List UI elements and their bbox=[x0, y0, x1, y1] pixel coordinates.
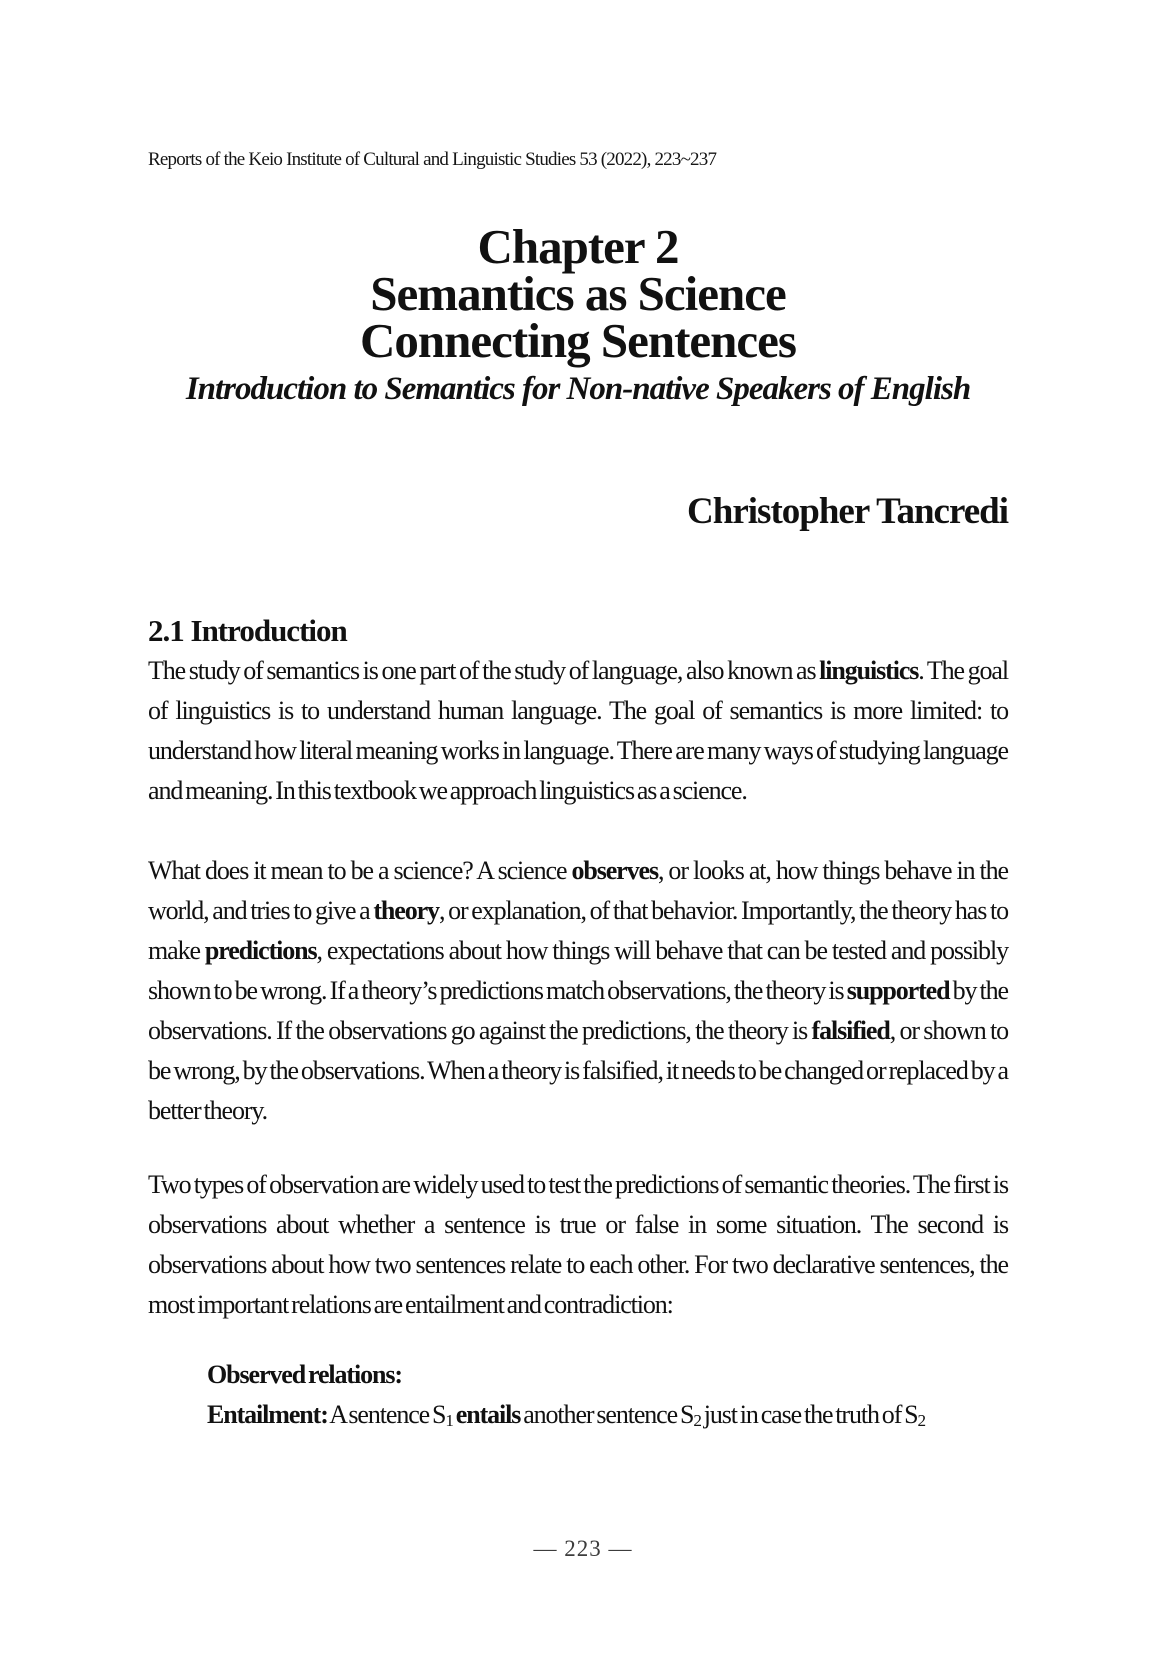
page-number: — 223 — bbox=[533, 1536, 633, 1561]
chapter-title-line-3: Connecting Sentences bbox=[360, 313, 796, 368]
entailment-definition: Entailment: A sentence $S_1$ entails another sentence $S_2$ just in case the truth of $S_2$ bbox=[207, 1400, 926, 1430]
observed-relations-block bbox=[207, 1355, 1008, 1435]
page-content bbox=[148, 148, 1008, 1435]
paragraph-introduction-3: Two types of observation are widely used to test the predictions of semantic theories. The first is observations about whether a sentence is true or false in some situation. The second is observations about how two sentences relate to each other. For two declarative sentences, the most important relations are entailment and contradiction: bbox=[148, 1170, 1008, 1319]
book-subtitle: Introduction to Semantics for Non-native Speakers of English bbox=[185, 371, 971, 407]
chapter-title-line-1: Chapter 2 bbox=[477, 219, 679, 274]
observed-relations-heading: Observed relations: bbox=[207, 1360, 402, 1389]
paragraph-introduction-1: The study of semantics is one part of the study of language, also known as linguistics. The goal of linguistics is to understand human language. The goal of semantics is more limited: to understand how literal meaning works in language. There are many ways of studying language and meaning. In this textbook we approach linguistics as a science. bbox=[148, 656, 1009, 805]
author-name: Christopher Tancredi bbox=[687, 491, 1008, 532]
chapter-title-line-2: Semantics as Science bbox=[370, 266, 786, 321]
paragraph-introduction-2: What does it mean to be a science? A science observes, or looks at, how things behave in the world, and tries to give a theory, or explanation, of that behavior. Importantly, the theory has to make predictions, expectations about how things will behave that can be tested and possibly shown to be wrong. If a theory’s predictions match observations, the theory is supported by the observations. If the observations go against the predictions, the theory is falsified, or shown to be wrong, by the observations. When a theory is falsified, it needs to be changed or replaced by a better theory. bbox=[148, 856, 1009, 1125]
section-heading: 2.1 Introduction bbox=[148, 613, 347, 648]
chapter-title bbox=[148, 219, 1008, 368]
running-header: Reports of the Keio Institute of Cultural and Linguistic Studies 53 (2022), 223~237 bbox=[148, 149, 717, 170]
